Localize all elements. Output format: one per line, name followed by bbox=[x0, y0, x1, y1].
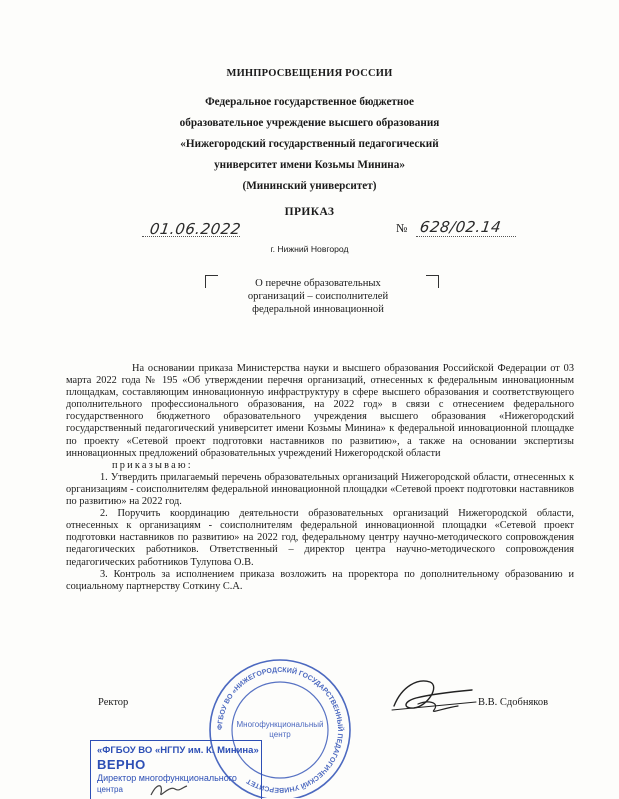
order-body bbox=[66, 363, 574, 593]
institution-line: (Мининский университет) bbox=[242, 180, 377, 192]
rector-signature bbox=[388, 676, 478, 716]
order-item-3: 3. Контроль за исполнением приказа возложить на проректора по дополнительному образованию и социальному партнерству Соткину С.А. bbox=[66, 568, 574, 592]
institution-name bbox=[0, 92, 619, 197]
order-item-1: 1. Утвердить прилагаемый перечень образовательных организаций Нижегородской области, отнесенных к организациям - соисполнителям федеральной инновационной площадки «Сетевой проект подготовки наставников по развитию» на 2022 год. bbox=[66, 471, 574, 508]
svg-text:ФГБОУ ВО «НИЖЕГОРОДСКИЙ ГОСУДА: ФГБОУ ВО «НИЖЕГОРОДСКИЙ ГОСУДАРСТВЕННЫЙ ПЕДАГОГИЧЕСКИЙ УНИВЕРСИТЕТ bbox=[216, 666, 344, 794]
date-underline bbox=[142, 236, 240, 237]
stamp-verified: ВЕРНО bbox=[97, 757, 146, 772]
institution-line: «Нижегородский государственный педагогический bbox=[180, 138, 439, 150]
institution-line: университет имени Козьмы Минина» bbox=[214, 159, 405, 171]
order-item-2: 2. Поручить координацию деятельности образовательных организаций Нижегородской области, отнесенных к организациям - соисполнителям федеральной инновационной площадки «Сетевой проект подготовки наставников по развитию» на 2022 год, федеральному центру научно-методического сопровождения педагогических работников. Ответственный – директор центра научно-методического сопровождения педагогических работников Тулупова О.В. bbox=[66, 508, 574, 568]
preamble: На основании приказа Министерства науки и высшего образования Российской Федерации от 03 марта 2022 года № 195 «Об утверждении перечня организаций, отнесенных к федеральным инновационным площадкам, составляющим инновационную инфраструктуру в сфере высшего образования и соответствующего дополнительного профессионального образования, на 2022 год» в связи с отнесением федерального государственного бюджетного образовательного учреждения высшего образования «Нижегородский государственный педагогический университет имени Козьмы Минина» к федеральной инновационной площадке по проекту «Сетевой проект подготовки наставников по развитию», а также на основании экспертизы инновационных предложений образовательных учреждений Нижегородской области bbox=[66, 363, 574, 459]
order-title: ПРИКАЗ bbox=[284, 206, 335, 218]
signatory-name: В.В. Сдобняков bbox=[478, 697, 549, 708]
order-number: 628/02.14 bbox=[418, 218, 503, 236]
subject-line: федеральной инновационной bbox=[252, 304, 384, 315]
city: г. Нижний Новгород bbox=[270, 244, 349, 254]
institution-line: Федеральное государственное бюджетное bbox=[205, 96, 414, 108]
stamp-position-cont: центра bbox=[97, 785, 123, 794]
number-label: № bbox=[396, 221, 408, 235]
number-underline bbox=[416, 236, 516, 237]
order-date: 01.06.2022 bbox=[148, 220, 243, 238]
subject-line: О перечне образовательных bbox=[255, 278, 381, 289]
signatory-position: Ректор bbox=[98, 697, 129, 708]
certification-stamp bbox=[90, 740, 262, 799]
ministry-name: МИНПРОСВЕЩЕНИЯ РОССИИ bbox=[226, 68, 393, 79]
subject-line: организаций – соисполнителей bbox=[247, 291, 389, 302]
prikazyvayu: приказываю: bbox=[112, 459, 193, 471]
stamp-position: Директор многофункционального bbox=[97, 773, 237, 783]
svg-text:Многофункциональный: Многофункциональный bbox=[236, 720, 324, 729]
stamp-signature bbox=[149, 781, 189, 799]
order-subject bbox=[218, 277, 418, 316]
institution-line: образовательное учреждение высшего образования bbox=[179, 117, 440, 129]
subject-bracket-right bbox=[426, 275, 439, 288]
stamp-organization: «ФГБОУ ВО «НГПУ им. К. Минина» bbox=[97, 745, 259, 756]
svg-text:центр: центр bbox=[269, 730, 291, 739]
subject-bracket-left bbox=[205, 275, 218, 288]
